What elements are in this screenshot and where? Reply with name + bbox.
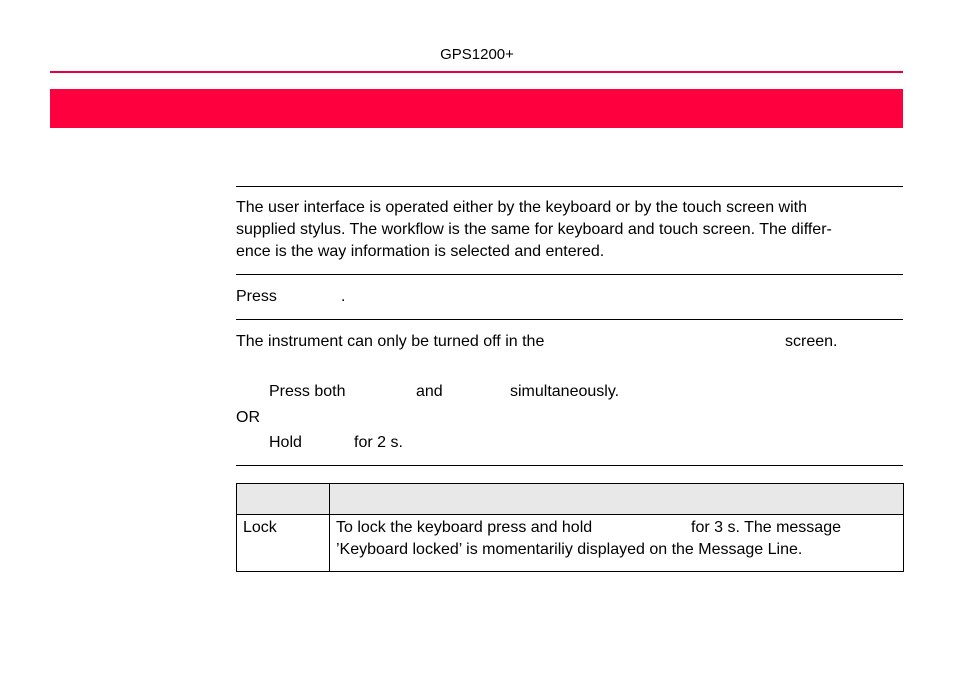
description-line-1 xyxy=(336,517,897,539)
row-name-cell: Lock xyxy=(237,515,330,572)
intro-line: supplied stylus. The workflow is the same for keyboard and touch screen. The differ- xyxy=(236,221,832,238)
header-divider xyxy=(50,71,903,73)
step2-hold: Hold xyxy=(269,434,302,451)
turn-on-period: . xyxy=(341,288,346,305)
intro-paragraph xyxy=(236,197,903,263)
turn-off-sentence-start: The instrument can only be turned off in the xyxy=(236,333,545,350)
intro-line: ence is the way information is selected and entered. xyxy=(236,243,605,260)
row-description-cell xyxy=(330,515,904,572)
table-header-row xyxy=(237,484,904,515)
description-line-2: ’Keyboard locked’ is momentariliy displayed on the Message Line. xyxy=(336,541,803,558)
section-rule xyxy=(236,186,903,187)
step1-simultaneously: simultaneously. xyxy=(510,383,620,400)
step1-press-both: Press both xyxy=(269,383,346,400)
intro-line: The user interface is operated either by the keyboard or by the touch screen with xyxy=(236,199,807,216)
description-start: To lock the keyboard press and hold xyxy=(336,519,593,536)
table-row xyxy=(237,515,904,572)
section-rule xyxy=(236,465,903,466)
page-header-title: GPS1200+ xyxy=(440,46,514,63)
table-header-cell xyxy=(237,484,330,515)
step2-duration: for 2 s. xyxy=(354,434,403,451)
section-rule xyxy=(236,274,903,275)
section-rule xyxy=(236,319,903,320)
turn-on-press-text: Press xyxy=(236,288,277,305)
table-header-cell xyxy=(330,484,904,515)
turn-off-sentence-end: screen. xyxy=(785,333,838,350)
step1-and: and xyxy=(416,383,443,400)
section-banner xyxy=(50,89,903,128)
description-end: for 3 s. The message xyxy=(691,519,841,536)
lock-table xyxy=(236,483,904,572)
or-label: OR xyxy=(236,409,260,426)
